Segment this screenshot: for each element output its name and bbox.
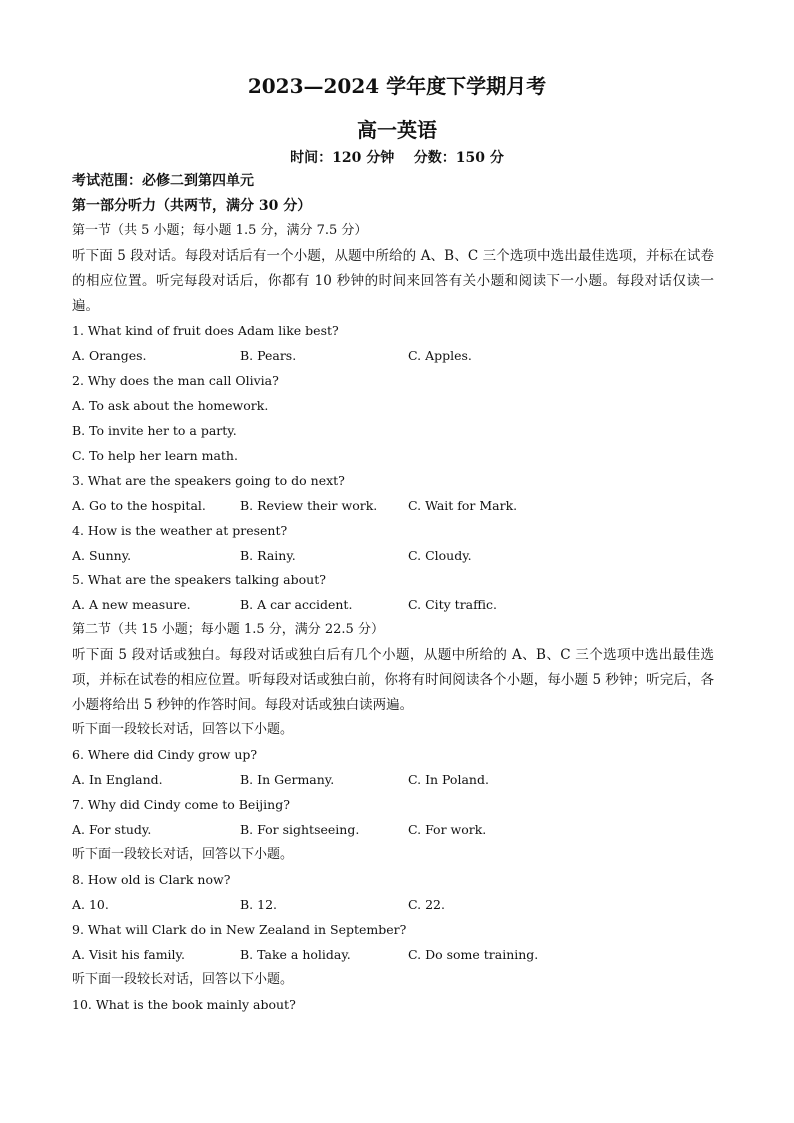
- option-c: C. Cloudy.: [408, 548, 472, 563]
- option-c: C. Wait for Mark.: [408, 498, 518, 513]
- option-c: C. City traffic.: [408, 597, 497, 612]
- long-dialogue-note: 听下面一段较长对话，回答以下小题。: [72, 972, 294, 987]
- question-7: 7. Why did Cindy come to Beijing?: [72, 797, 290, 812]
- section2-instructions: 听下面 5 段对话或独白。每段对话或独白后有几个小题，从题中所给的 A、B、C 三个选项中选出最佳选项，并标在试卷的相应位置。听每段对话或独白前，你将有时间阅读各个小题，每小题 5 秒钟；听完后，各小题将给出 5 秒钟的作答时间。每段对话或独白读两遍。: [72, 647, 714, 713]
- section2-heading: 第二节（共 15 小题；每小题 1.5 分，满分 22.5 分）: [72, 622, 384, 637]
- long-dialogue-note: 听下面一段较长对话，回答以下小题。: [72, 847, 294, 862]
- option-b: B. For sightseeing.: [240, 822, 360, 837]
- time-score-line: 时间：120 分钟 分数：150 分: [290, 150, 504, 166]
- question-8: 8. How old is Clark now?: [72, 872, 231, 887]
- options-row-4: [0, 547, 794, 565]
- section1-instructions: 听下面 5 段对话。每段对话后有一个小题，从题中所给的 A、B、C 三个选项中选出最佳选项，并标在试卷的相应位置。听完每段对话后，你都有 10 秒钟的时间来回答有关小题和阅读下一小题。每段对话仅读一遍。: [72, 248, 714, 314]
- option-b: B. To invite her to a party.: [72, 423, 237, 438]
- option-c: C. Do some training.: [408, 947, 539, 962]
- options-row-5: [0, 596, 794, 614]
- options-row-7: [0, 821, 794, 839]
- part1-heading: 第一部分听力（共两节，满分 30 分）: [72, 198, 312, 214]
- option-b: B. Pears.: [240, 348, 297, 363]
- option-a: A. A new measure.: [72, 597, 191, 612]
- question-4: 4. How is the weather at present?: [72, 523, 288, 538]
- question-10: 10. What is the book mainly about?: [72, 997, 296, 1012]
- option-b: B. In Germany.: [240, 772, 335, 787]
- options-row-6: [0, 771, 794, 789]
- options-row-3: [0, 497, 794, 515]
- option-a: A. Visit his family.: [72, 947, 185, 962]
- question-9: 9. What will Clark do in New Zealand in September?: [72, 922, 407, 937]
- question-1: 1. What kind of fruit does Adam like best?: [72, 323, 339, 338]
- question-5: 5. What are the speakers talking about?: [72, 572, 326, 587]
- option-a: A. To ask about the homework.: [72, 398, 269, 413]
- option-b: B. Review their work.: [240, 498, 378, 513]
- option-c: C. To help her learn math.: [72, 448, 238, 463]
- option-c: C. Apples.: [408, 348, 472, 363]
- option-b: B. 12.: [240, 897, 278, 912]
- option-a: A. For study.: [72, 822, 152, 837]
- long-dialogue-note: 听下面一段较长对话，回答以下小题。: [72, 722, 294, 737]
- option-a: A. Sunny.: [72, 548, 132, 563]
- options-row-9: [0, 946, 794, 964]
- option-b: B. A car accident.: [240, 597, 353, 612]
- option-c: C. For work.: [408, 822, 487, 837]
- exam-scope: 考试范围：必修二到第四单元: [72, 173, 254, 189]
- options-row-1: [0, 347, 794, 365]
- option-c: C. 22.: [408, 897, 445, 912]
- question-3: 3. What are the speakers going to do next?: [72, 473, 345, 488]
- options-row-8: [0, 896, 794, 914]
- exam-title: 2023—2024 学年度下学期月考: [247, 74, 547, 98]
- option-c: C. In Poland.: [408, 772, 489, 787]
- option-a: A. Go to the hospital.: [72, 498, 206, 513]
- option-a: A. Oranges.: [72, 348, 147, 363]
- question-2: 2. Why does the man call Olivia?: [72, 373, 279, 388]
- option-a: A. In England.: [72, 772, 163, 787]
- option-b: B. Rainy.: [240, 548, 296, 563]
- subject-title: 高一英语: [357, 118, 437, 142]
- question-6: 6. Where did Cindy grow up?: [72, 747, 258, 762]
- option-b: B. Take a holiday.: [240, 947, 351, 962]
- section1-heading: 第一节（共 5 小题；每小题 1.5 分，满分 7.5 分）: [72, 223, 368, 238]
- option-a: A. 10.: [72, 897, 109, 912]
